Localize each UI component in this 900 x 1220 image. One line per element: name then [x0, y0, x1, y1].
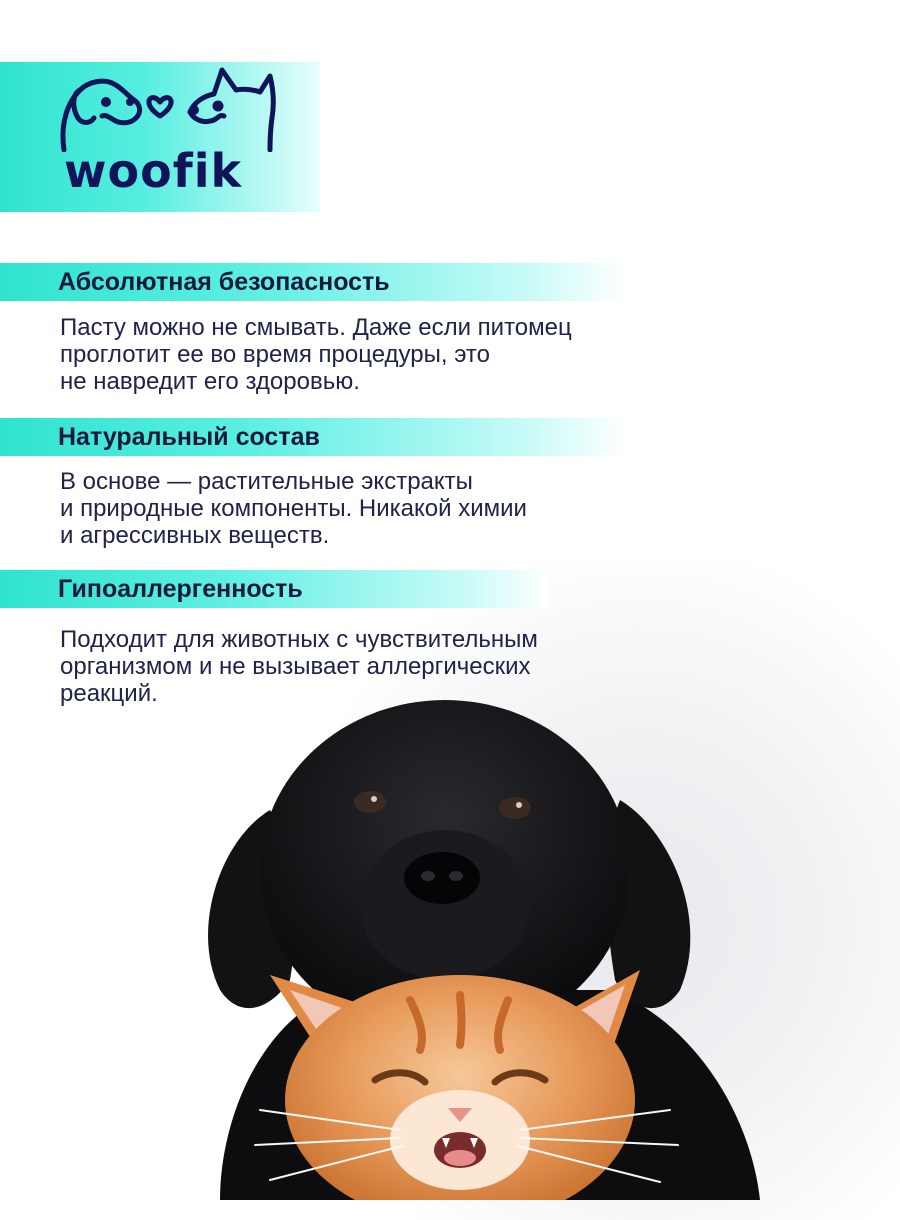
- feature-title-safety: Абсолютная безопасность: [58, 268, 390, 296]
- brand-name: woofik: [64, 144, 243, 198]
- feature-text-safety: Пасту можно не смывать. Даже если питомец проглотит ее во время процедуры, это не навредит его здоровью.: [60, 314, 572, 395]
- heart-icon: [149, 98, 171, 116]
- cat-head-icon: [190, 70, 273, 150]
- feature-title-hypoallergenic: Гипоаллергенность: [58, 575, 303, 603]
- feature-title-natural: Натуральный состав: [58, 423, 320, 451]
- pets-photo: [150, 690, 790, 1200]
- logo-pets-icon: [58, 62, 276, 152]
- feature-text-natural: В основе — растительные экстракты и природные компоненты. Никакой химии и агрессивных веществ.: [60, 468, 527, 549]
- feature-text-hypoallergenic: Подходит для животных с чувствительным организмом и не вызывает аллергических реакций.: [60, 626, 538, 707]
